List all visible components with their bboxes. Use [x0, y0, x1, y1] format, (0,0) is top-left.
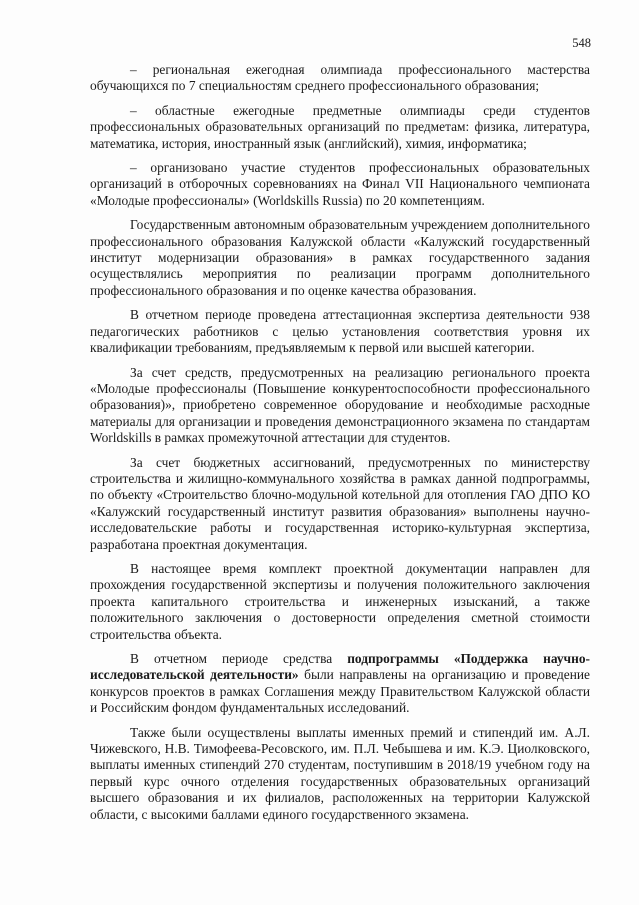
- paragraph-institute-modernization: Государственным автономным образовательным учреждением дополнительного профессионального образования Калужской области «Калужский государственный институт модернизации образования» в рамках государственного задания осуществлялись мероприятия по реализации программ дополнительного профессионального образования и по оценке качества образования.: [90, 217, 590, 298]
- page-number: 548: [572, 36, 591, 50]
- paragraph-attestation: В отчетном периоде проведена аттестационная экспертиза деятельности 938 педагогических работников с целью установления соответствия уровня их квалификации требованиям, предъявляемым к первой или высшей категории.: [90, 307, 590, 356]
- paragraph-boiler-construction: За счет бюджетных ассигнований, предусмотренных по министерству строительства и жилищно-коммунального хозяйства в рамках данной подпрограммы, по объекту «Строительство блочно-модульной котельной для отопления ГАО ДПО КО «Калужский государственный институт развития образования» выполнены научно-исследовательские работы и государственная историко-культурная экспертиза, разработана проектная документация.: [90, 454, 590, 552]
- research-text-post: были направлены на организацию и проведение конкурсов проектов в рамках Соглашения между Правительством Калужской области и Российским фондом фундаментальных исследований.: [90, 667, 590, 716]
- paragraph-named-scholarships: Также были осуществлены выплаты именных премий и стипендий им. А.Л. Чижевского, Н.В. Тимофеева-Ресовского, им. П.Л. Чебышева и им. К.Э. Циолковского, выплаты именных стипендий 270 студентам, поступившим в 2018/19 учебном году на первый курс очного отделения государственных образовательных организаций высшего образования и их филиалов, расположенных на территории Калужской области, с высокими баллами единого государственного экзамена.: [90, 724, 590, 822]
- research-text-pre: В отчетном периоде средства: [130, 651, 348, 666]
- paragraph-young-professionals: За счет средств, предусмотренных на реализацию регионального проекта «Молодые профессионалы (Повышение конкурентоспособности профессионального образования)», приобретено современное оборудование и необходимые расходные материалы для организации и проведения демонстрационного экзамена по стандартам Worldskills в рамках промежуточной аттестации для студентов.: [90, 364, 590, 446]
- paragraph-project-documentation: В настоящее время комплект проектной документации направлен для прохождения государственной экспертизы и получения положительного заключения проекта капитального строительства и инженерных изысканий, а также положительного заключения о достоверности определения сметной стоимости строительства объекта.: [90, 560, 590, 642]
- paragraph-worldskills-participation: – организовано участие студентов профессиональных образовательных организаций в отборочных соревнованиях на Финал VII Национального чемпионата «Молодые профессионалы» (Worldskills Russia) по 20 компетенциям.: [90, 160, 590, 208]
- paragraph-regional-olympiad: – региональная ежегодная олимпиада профессионального мастерства обучающихся по 7 специальностям среднего профессионального образования;: [90, 62, 590, 94]
- paragraph-subject-olympiads: – областные ежегодные предметные олимпиады среди студентов профессиональных образовательных организаций по предметам: физика, литература, математика, история, иностранный язык (английский), химия, информатика;: [90, 102, 590, 151]
- research-subprogram-title: подпрограммы «Поддержка научно-исследовательской деятельности»: [90, 651, 590, 683]
- document-body: [90, 62, 590, 831]
- paragraph-research-subprogram: [90, 651, 590, 717]
